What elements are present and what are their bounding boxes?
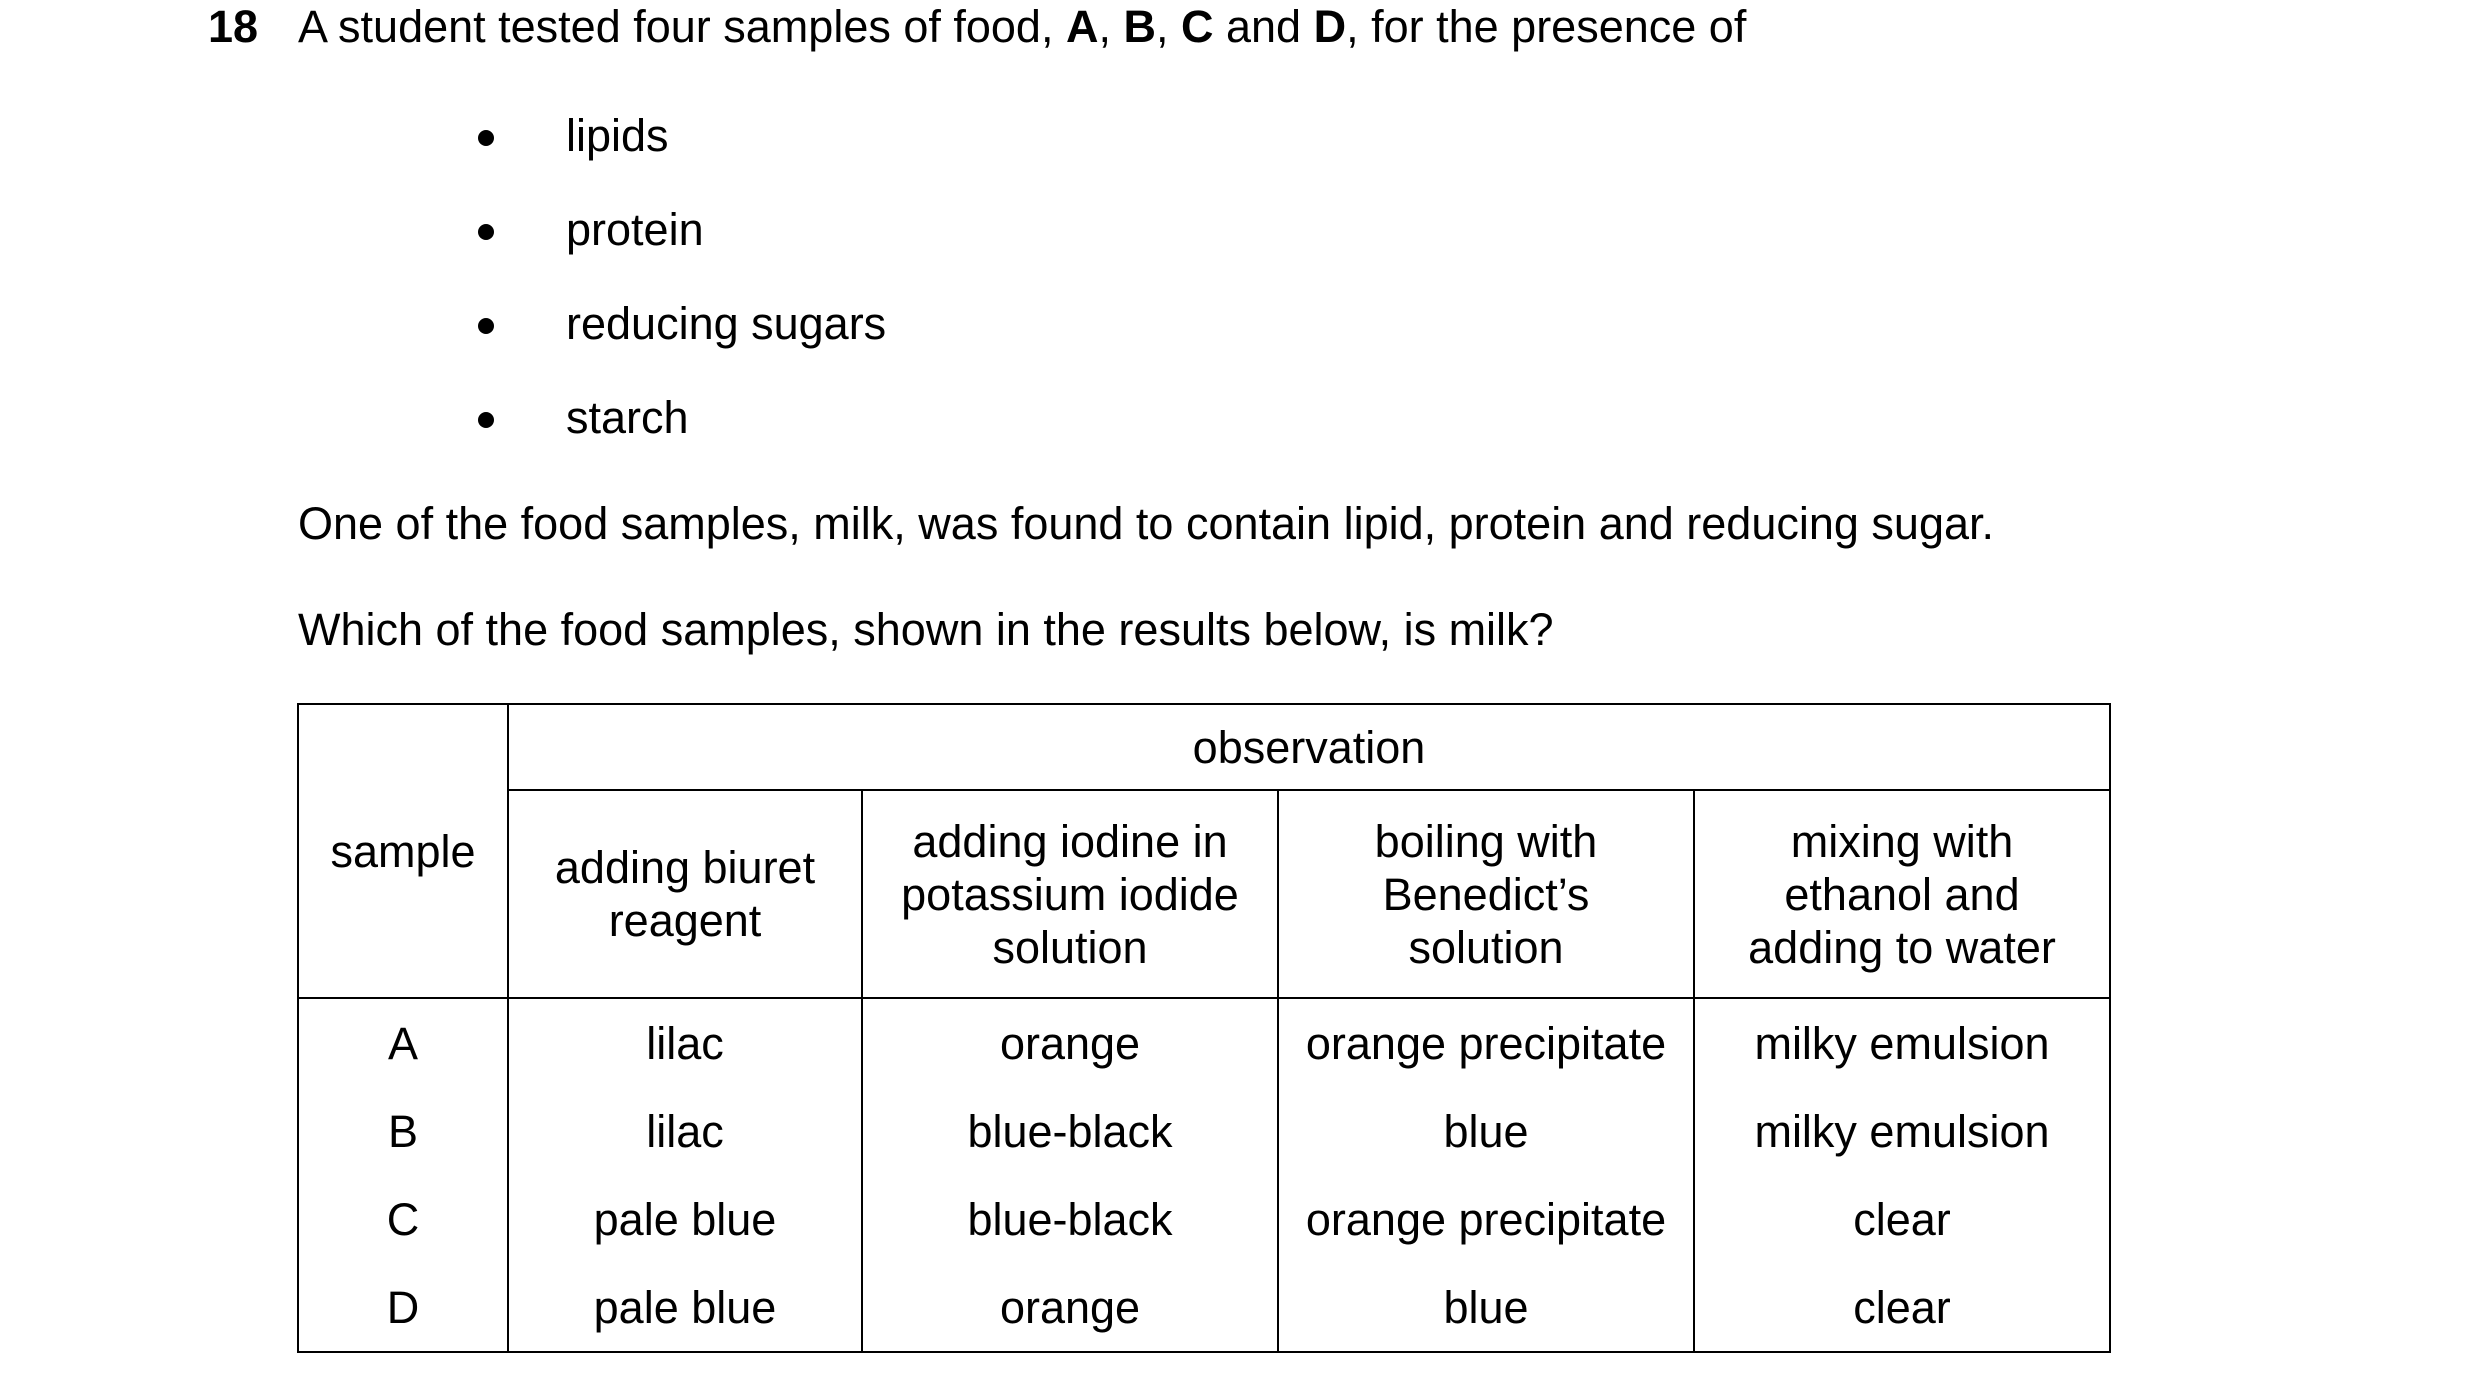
list-item: [0, 390, 1200, 446]
question-stem: [298, 0, 1746, 54]
test-header-line: ethanol and: [1784, 868, 2020, 920]
paragraph-context: One of the food samples, milk, was found to contain lipid, protein and reducing sugar.: [298, 498, 1995, 549]
sample-label: D: [298, 1263, 508, 1352]
test-header-biuret: [508, 790, 862, 998]
table-cell: clear: [1694, 1175, 2110, 1263]
stem-sample-b: B: [1123, 1, 1156, 52]
table-cell: orange: [862, 1263, 1278, 1352]
test-header-line: potassium iodide: [901, 868, 1239, 920]
test-header-line: adding iodine in: [912, 815, 1228, 867]
table-cell: lilac: [508, 1087, 862, 1175]
test-header-line: solution: [992, 921, 1148, 973]
table-cell: pale blue: [508, 1263, 862, 1352]
table-row: [298, 1175, 2110, 1263]
table-cell: orange precipitate: [1278, 998, 1694, 1087]
table-row: [298, 998, 2110, 1087]
list-item: [0, 202, 1200, 258]
table-cell: orange: [862, 998, 1278, 1087]
sample-label: A: [298, 998, 508, 1087]
test-header-ethanol: [1694, 790, 2110, 998]
results-table: [297, 703, 2111, 1353]
table-cell: lilac: [508, 998, 862, 1087]
table-cell: clear: [1694, 1263, 2110, 1352]
question-number: 18: [208, 1, 259, 52]
stem-part: ,: [1098, 1, 1124, 52]
test-header-benedicts: [1278, 790, 1694, 998]
test-header-line: adding to water: [1748, 921, 2056, 973]
stem-part: and: [1213, 1, 1314, 52]
stem-sample-a: A: [1065, 1, 1099, 52]
table-cell: blue: [1278, 1087, 1694, 1175]
table-row: [298, 1263, 2110, 1352]
test-header-iodine: [862, 790, 1278, 998]
table-cell: blue: [1278, 1263, 1694, 1352]
list-item-label: lipids: [566, 110, 669, 161]
table-cell: milky emulsion: [1694, 998, 2110, 1087]
table-cell: orange precipitate: [1278, 1175, 1694, 1263]
list-item-label: protein: [566, 204, 704, 255]
test-header-line: mixing with: [1790, 815, 2014, 867]
sample-header: sample: [298, 704, 508, 998]
stem-sample-c: C: [1181, 1, 1214, 52]
table-cell: pale blue: [508, 1175, 862, 1263]
paragraph-question: Which of the food samples, shown in the results below, is milk?: [298, 604, 1554, 655]
test-header-line: reagent: [608, 895, 762, 946]
list-item-label: reducing sugars: [566, 298, 887, 349]
list-item: [0, 108, 1200, 164]
test-header-line: solution: [1408, 921, 1564, 973]
header-row-tests: [298, 790, 2110, 998]
observation-header: observation: [508, 704, 2110, 790]
header-row-observation: [298, 704, 2110, 790]
stem-sample-d: D: [1313, 1, 1347, 52]
bullet-icon: [478, 224, 494, 240]
bullet-icon: [478, 412, 494, 428]
stem-part: ,: [1155, 1, 1181, 52]
table-cell: blue-black: [862, 1175, 1278, 1263]
test-header-line: adding biuret: [554, 842, 816, 893]
list-item: [0, 296, 1200, 352]
sample-label: C: [298, 1175, 508, 1263]
sample-label: B: [298, 1087, 508, 1175]
test-header-line: boiling with: [1374, 815, 1598, 867]
stem-part: , for the presence of: [1346, 1, 1747, 52]
list-item-label: starch: [566, 392, 689, 443]
stem-part: A student tested four samples of food,: [298, 1, 1066, 52]
table-cell: milky emulsion: [1694, 1087, 2110, 1175]
bullet-icon: [478, 130, 494, 146]
table-cell: blue-black: [862, 1087, 1278, 1175]
bullet-icon: [478, 318, 494, 334]
table-row: [298, 1087, 2110, 1175]
test-header-line: Benedict’s: [1382, 868, 1590, 920]
